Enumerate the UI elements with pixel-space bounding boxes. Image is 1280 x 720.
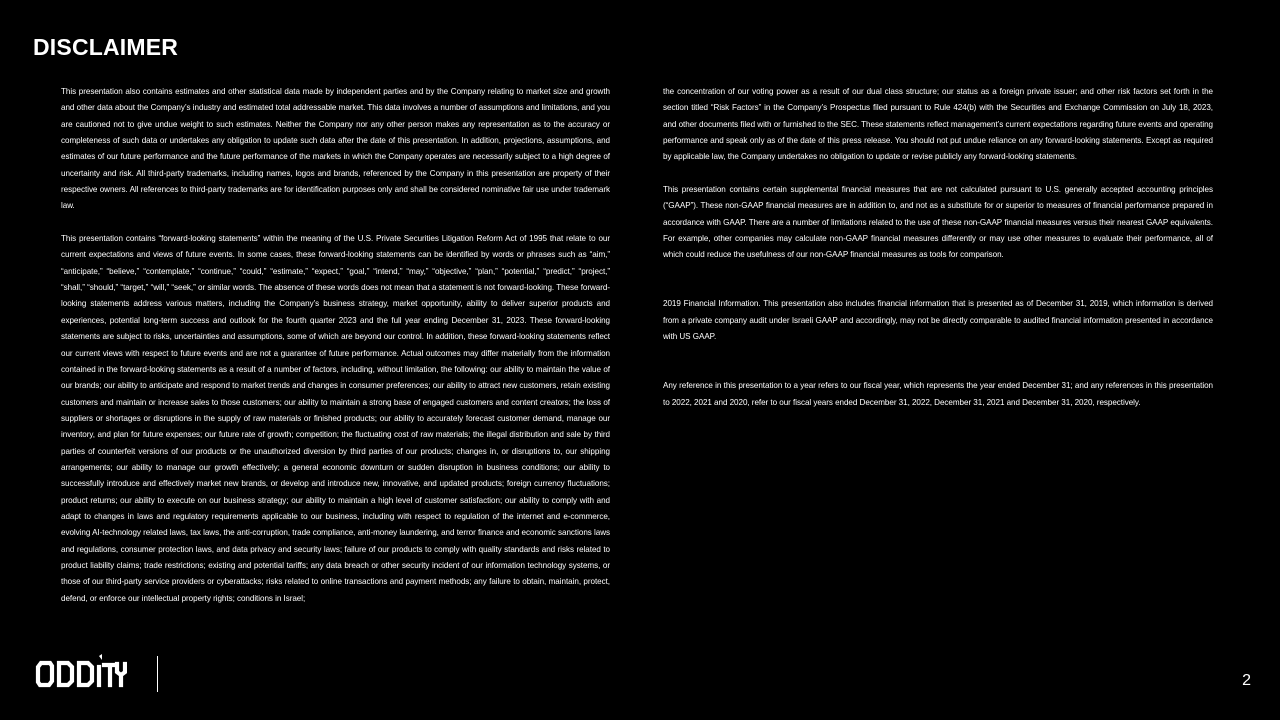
logo-divider	[157, 656, 158, 692]
risk-factors-paragraph: the concentration of our voting power as a result of our dual class structure; our status as a foreign private issuer; and other risk factors set forth in the section titled “Risk Factors” in the Company’s Prospectus filed pursuant to Rule 424(b) with the Securities and Exchange Commission on July 18, 2023, and other documents filed with or furnished to the SEC. These statements reflect management’s current expectations regarding future events and operating performance and speak only as of the date of this press release. You should not put undue reliance on any forward-looking statements. Except as required by applicable law, the Company undertakes no obligation to update or revise publicly any forward-looking statements.	[663, 87, 1213, 162]
page-title: DISCLAIMER	[33, 34, 179, 60]
market-data-paragraph: This presentation also contains estimates and other statistical data made by independent parties and by the Company relating to market size and growth and other data about the Company’s industry and estimated total addressable market. This data involves a number of assumptions and limitations, and you are cautioned not to give undue weight to such estimates. Neither the Company nor any other person makes any representation as to the accuracy or completeness of such data or undertakes any obligation to update such data after the date of this presentation. In addition, projections, assumptions, and estimates of our future performance and the future performance of the markets in which the Company operates are necessarily subject to a high degree of uncertainty and risk. All third-party trademarks, including names, logos and brands, referenced by the Company in this presentation are property of their respective owners. All references to third-party trademarks are for identification purposes only and shall be considered nominative fair use under trademark law.	[61, 87, 610, 211]
page-number: 2	[1242, 672, 1251, 689]
disclaimer-right-column	[663, 84, 1213, 411]
brand-logo	[35, 653, 127, 689]
non-gaap-paragraph: This presentation contains certain supplemental financial measures that are not calculated pursuant to U.S. generally accepted accounting principles (“GAAP”). These non-GAAP financial measures are in addition to, and not as a substitute for or superior to measures of financial performance prepared in accordance with GAAP. There are a number of limitations related to the use of these non-GAAP financial measures versus their nearest GAAP equivalents. For example, other companies may calculate non-GAAP financial measures differently or may use other measures to evaluate their performance, all of which could reduce the usefulness of our non-GAAP financial measures as tools for comparison.	[663, 185, 1213, 260]
fiscal-year-paragraph: Any reference in this presentation to a year refers to our fiscal year, which represents the year ended December 31; and any references in this presentation to 2022, 2021 and 2020, refer to our fiscal years ended December 31, 2022, December 31, 2021 and December 31, 2020, respectively.	[663, 381, 1213, 407]
financial-information-paragraph: 2019 Financial Information. This presentation also includes financial information that is presented as of December 31, 2019, which information is derived from a private company audit under Israeli GAAP and accordingly, may not be directly comparable to audited financial information presented in accordance with US GAAP.	[663, 299, 1213, 342]
disclaimer-left-column	[61, 84, 610, 607]
forward-looking-paragraph: This presentation contains “forward-looking statements” within the meaning of the U.S. Private Securities Litigation Reform Act of 1995 that relate to our current expectations and views of future events. In some cases, these forward-looking statements can be identified by words or phrases such as “aim,” “anticipate,” “believe,” “contemplate,” “continue,” “could,” “estimate,” “expect,” “goal,” “intend,” “may,” “objective,” “plan,” “potential,” “predict,” “project,” “shall,” “should,” “target,” “will,” “seek,” or similar words. The absence of these words does not mean that a statement is not forward-looking. These forward-looking statements address various matters, including the Company’s business strategy, market opportunity, ability to deliver superior products and experiences, potential long-term success and outlook for the fourth quarter 2023 and the full year ending December 31, 2023. These forward-looking statements are subject to risks, uncertainties and assumptions, some of which are beyond our control. In addition, these forward-looking statements reflect our current views with respect to future events and are not a guarantee of future performance. Actual outcomes may differ materially from the information contained in the forward-looking statements as a result of a number of factors, including, without limitation, the following: our ability to maintain the value of our brands; our ability to anticipate and respond to market trends and changes in consumer preferences; our ability to attract new customers, retain existing customers and maintain or increase sales to those customers; our ability to maintain a strong base of engaged customers and content creators; the loss of suppliers or shortages or disruptions in the supply of raw materials or finished products; our ability to accurately forecast customer demand, manage our inventory, and plan for future expenses; our future rate of growth; competition; the fluctuating cost of raw materials; the illegal distribution and sale by third parties of counterfeit versions of our products or the unauthorized diversion by third parties of our products; changes in, or disruptions to, our shipping arrangements; our ability to manage our growth effectively; a general economic downturn or sudden disruption in business conditions; our ability to successfully introduce and effectively market new brands, or develop and introduce new, innovative, and updated products; foreign currency fluctuations; product returns; our ability to execute on our business strategy; our ability to maintain a high level of customer satisfaction; our ability to comply with and adapt to changes in laws and regulatory requirements applicable to our business, including with respect to regulation of the internet and e-commerce, evolving AI-technology related laws, tax laws, the anti-corruption, trade compliance, anti-money laundering, and terror finance and economic sanctions laws and regulations, consumer protection laws, and data privacy and security laws; failure of our products to comply with quality standards and risks related to product liability claims; trade restrictions; existing and potential tariffs; any data breach or other security incident of our information technology systems, or those of our third-party service providers or cyberattacks; risks related to online transactions and payment methods; any failure to obtain, maintain, protect, defend, or enforce our intellectual property rights; conditions in Israel;	[61, 234, 610, 603]
